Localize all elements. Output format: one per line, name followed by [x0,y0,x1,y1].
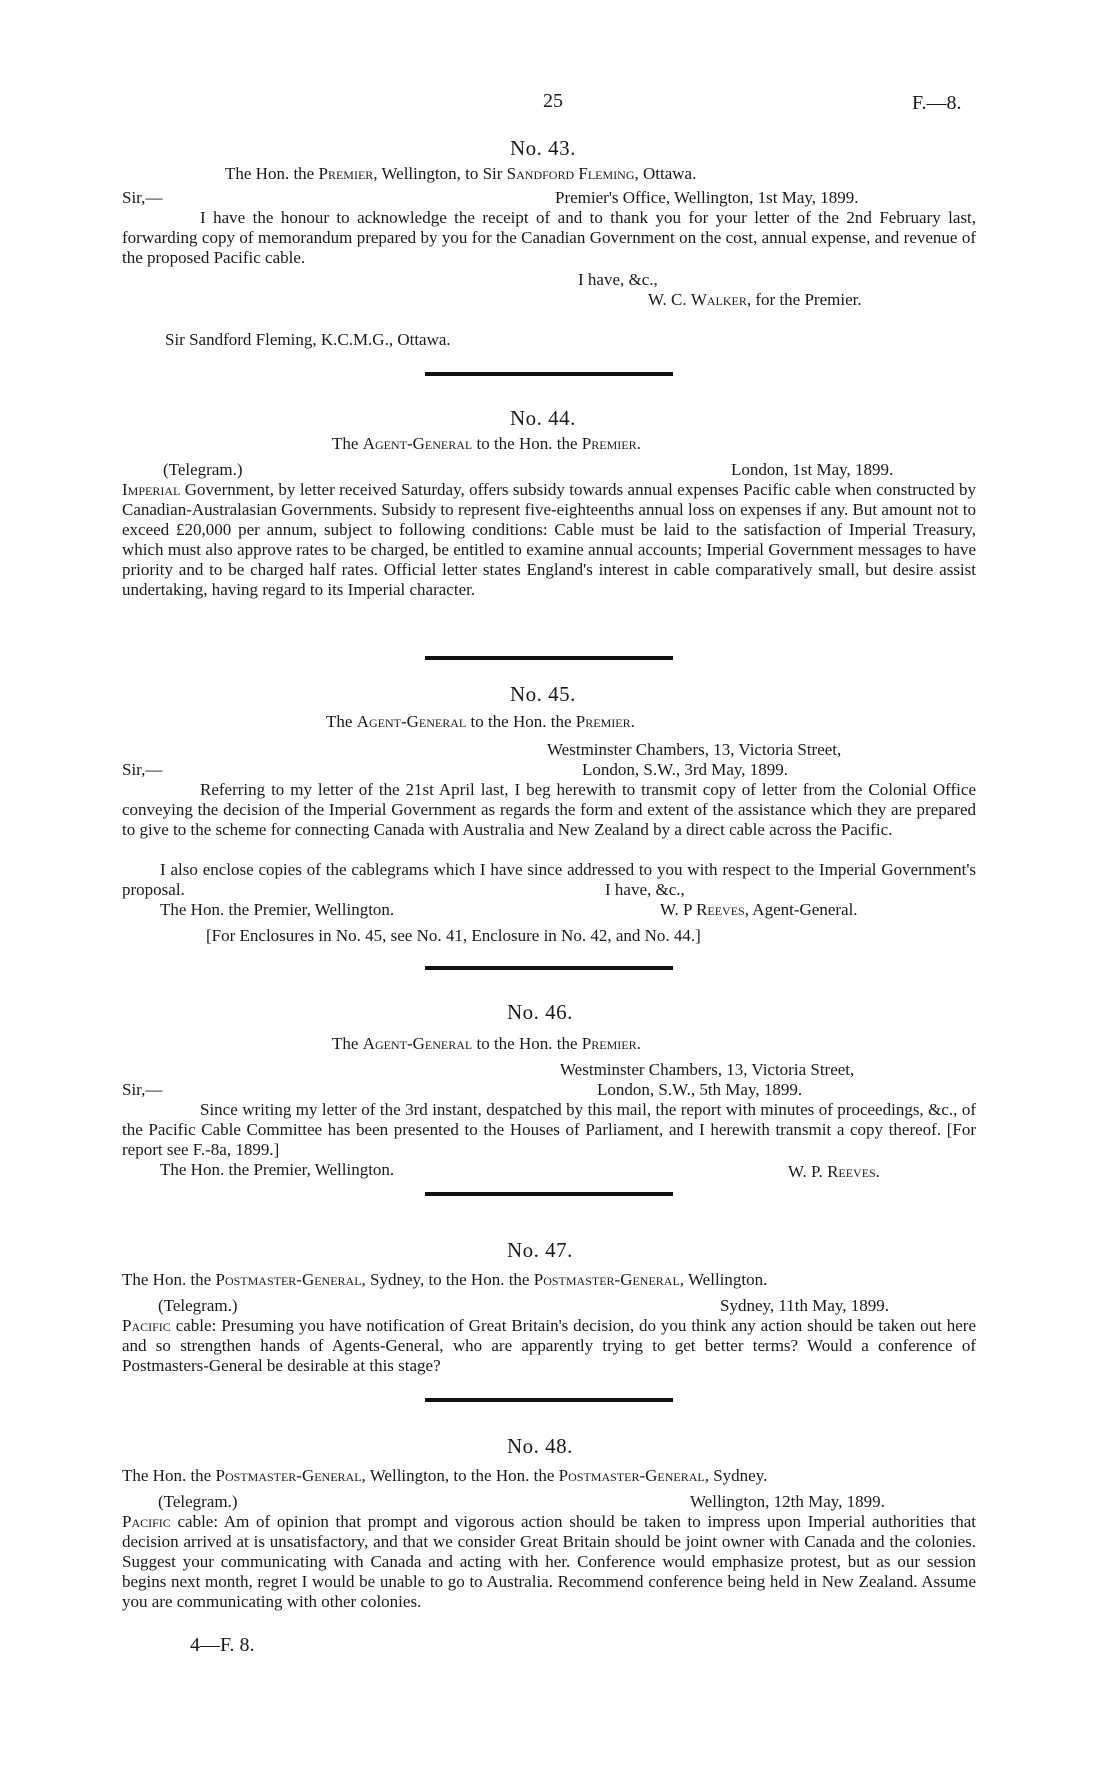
section-title: The Hon. the Premier, Wellington, to Sir Sandford Fleming, Ottawa. [225,164,697,183]
document-reference: F.—8. [912,92,962,114]
message-type: (Telegram.) [158,1296,238,1315]
telegram-body: Pacific cable: Am of opinion that prompt and vigorous action should be taken to impress upon Imperial authorities that decision arrived at is unsatisfactory, and that we consider Great Britain should be joint owner with Canada and the colonies. Suggest your communicating with Canada and acting with her. Conference would emphasize protest, but as our session begins next month, regret I would be unable to go to Australia. Recommend conference being held in New Zealand. Assume you are communicating with other colonies. [122,1512,976,1611]
page-number: 25 [543,90,563,112]
section-title: The Hon. the Postmaster-General, Sydney, to the Hon. the Postmaster-General, Wellington. [122,1270,768,1289]
section-divider [425,372,673,376]
addressee: The Hon. the Premier, Wellington. [160,1160,395,1179]
section-divider [425,1192,673,1196]
signature: W. P. Reeves. [788,1162,880,1181]
section-divider [425,966,673,970]
signature: W. P Reeves, Agent-General. [660,900,858,919]
message-date: London, 1st May, 1899. [731,460,894,479]
section-title: The Agent-General to the Hon. the Premier. [326,712,635,731]
signature: W. C. Walker, for the Premier. [648,290,862,309]
salutation: Sir,— [122,760,163,779]
telegram-body: Pacific cable: Presuming you have notification of Great Britain's decision, do you think any action should be taken out here and so strengthen hands of Agents-General, who are apparently trying to get better terms? Would a conference of Postmasters-General be desirable at this stage? [122,1316,976,1375]
section-divider [425,656,673,660]
letter-body: I have the honour to acknowledge the receipt of and to thank you for your letter of the 2nd February last, forwarding copy of memorandum prepared by you for the Canadian Government on the cost, annual expense, and revenue of the proposed Pacific cable. [122,208,976,267]
salutation: Sir,— [122,188,163,207]
message-date: Wellington, 12th May, 1899. [690,1492,885,1511]
letter-body: Referring to my letter of the 21st April last, I beg herewith to transmit copy of letter from the Colonial Office conveying the decision of the Imperial Government as regards the form and extent of the assistance which they are prepared to give to the scheme for connecting Canada with Australia and New Zealand by a direct cable across the Pacific. [122,780,976,839]
section-title: The Agent-General to the Hon. the Premier. [332,1034,641,1053]
signature-mark: 4—F. 8. [190,1634,255,1656]
addressee: The Hon. the Premier, Wellington. [160,900,395,919]
section-title: The Hon. the Postmaster-General, Wellington, to the Hon. the Postmaster-General, Sydney. [122,1466,768,1485]
enclosure-note: [For Enclosures in No. 45, see No. 41, Enclosure in No. 42, and No. 44.] [206,926,701,945]
section-number: No. 46. [507,1000,573,1024]
sender-address: Westminster Chambers, 13, Victoria Street, [547,740,842,759]
salutation: Sir,— [122,1080,163,1099]
section-number: No. 48. [507,1434,573,1458]
letter-body-continued: I also enclose copies of the cablegrams which I have since addressed to you with respect to the Imperial Government's proposal. [122,860,976,899]
sender-date: London, S.W., 5th May, 1899. [597,1080,803,1099]
telegram-body: Imperial Government, by letter received Saturday, offers subsidy towards annual expenses Pacific cable when constructed by Canadian-Australasian Governments. Subsidy to represent five-eighteenths annual loss on expenses if any. But amount not to exceed £20,000 per annum, subject to following conditions: Cable must be laid to the satisfaction of Imperial Treasury, which must also approve rates to be charged, be entitled to examine annual accounts; Imperial Government messages to have priority and to be charged half rates. Official letter states England's interest in cable comparatively small, but desire assist undertaking, having regard to its Imperial character. [122,480,976,599]
sender-date: London, S.W., 3rd May, 1899. [582,760,789,779]
sender-address: Westminster Chambers, 13, Victoria Street, [560,1060,855,1079]
letter-closing: I have, &c., [599,880,685,900]
sender-address: Premier's Office, Wellington, 1st May, 1899. [555,188,859,207]
message-date: Sydney, 11th May, 1899. [720,1296,890,1315]
section-number: No. 47. [507,1238,573,1262]
addressee: Sir Sandford Fleming, K.C.M.G., Ottawa. [165,330,451,349]
section-title: The Agent-General to the Hon. the Premier. [332,434,641,453]
section-number: No. 43. [510,136,576,160]
section-divider [425,1398,673,1402]
section-number: No. 44. [510,406,576,430]
letter-body: Since writing my letter of the 3rd instant, despatched by this mail, the report with minutes of proceedings, &c., of the Pacific Cable Committee has been presented to the Houses of Parliament, and I herewith transmit a copy thereof. [For report see F.-8a, 1899.] [122,1100,976,1159]
section-number: No. 45. [510,682,576,706]
message-type: (Telegram.) [163,460,243,479]
message-type: (Telegram.) [158,1492,238,1511]
letter-closing: I have, &c., [578,270,658,289]
